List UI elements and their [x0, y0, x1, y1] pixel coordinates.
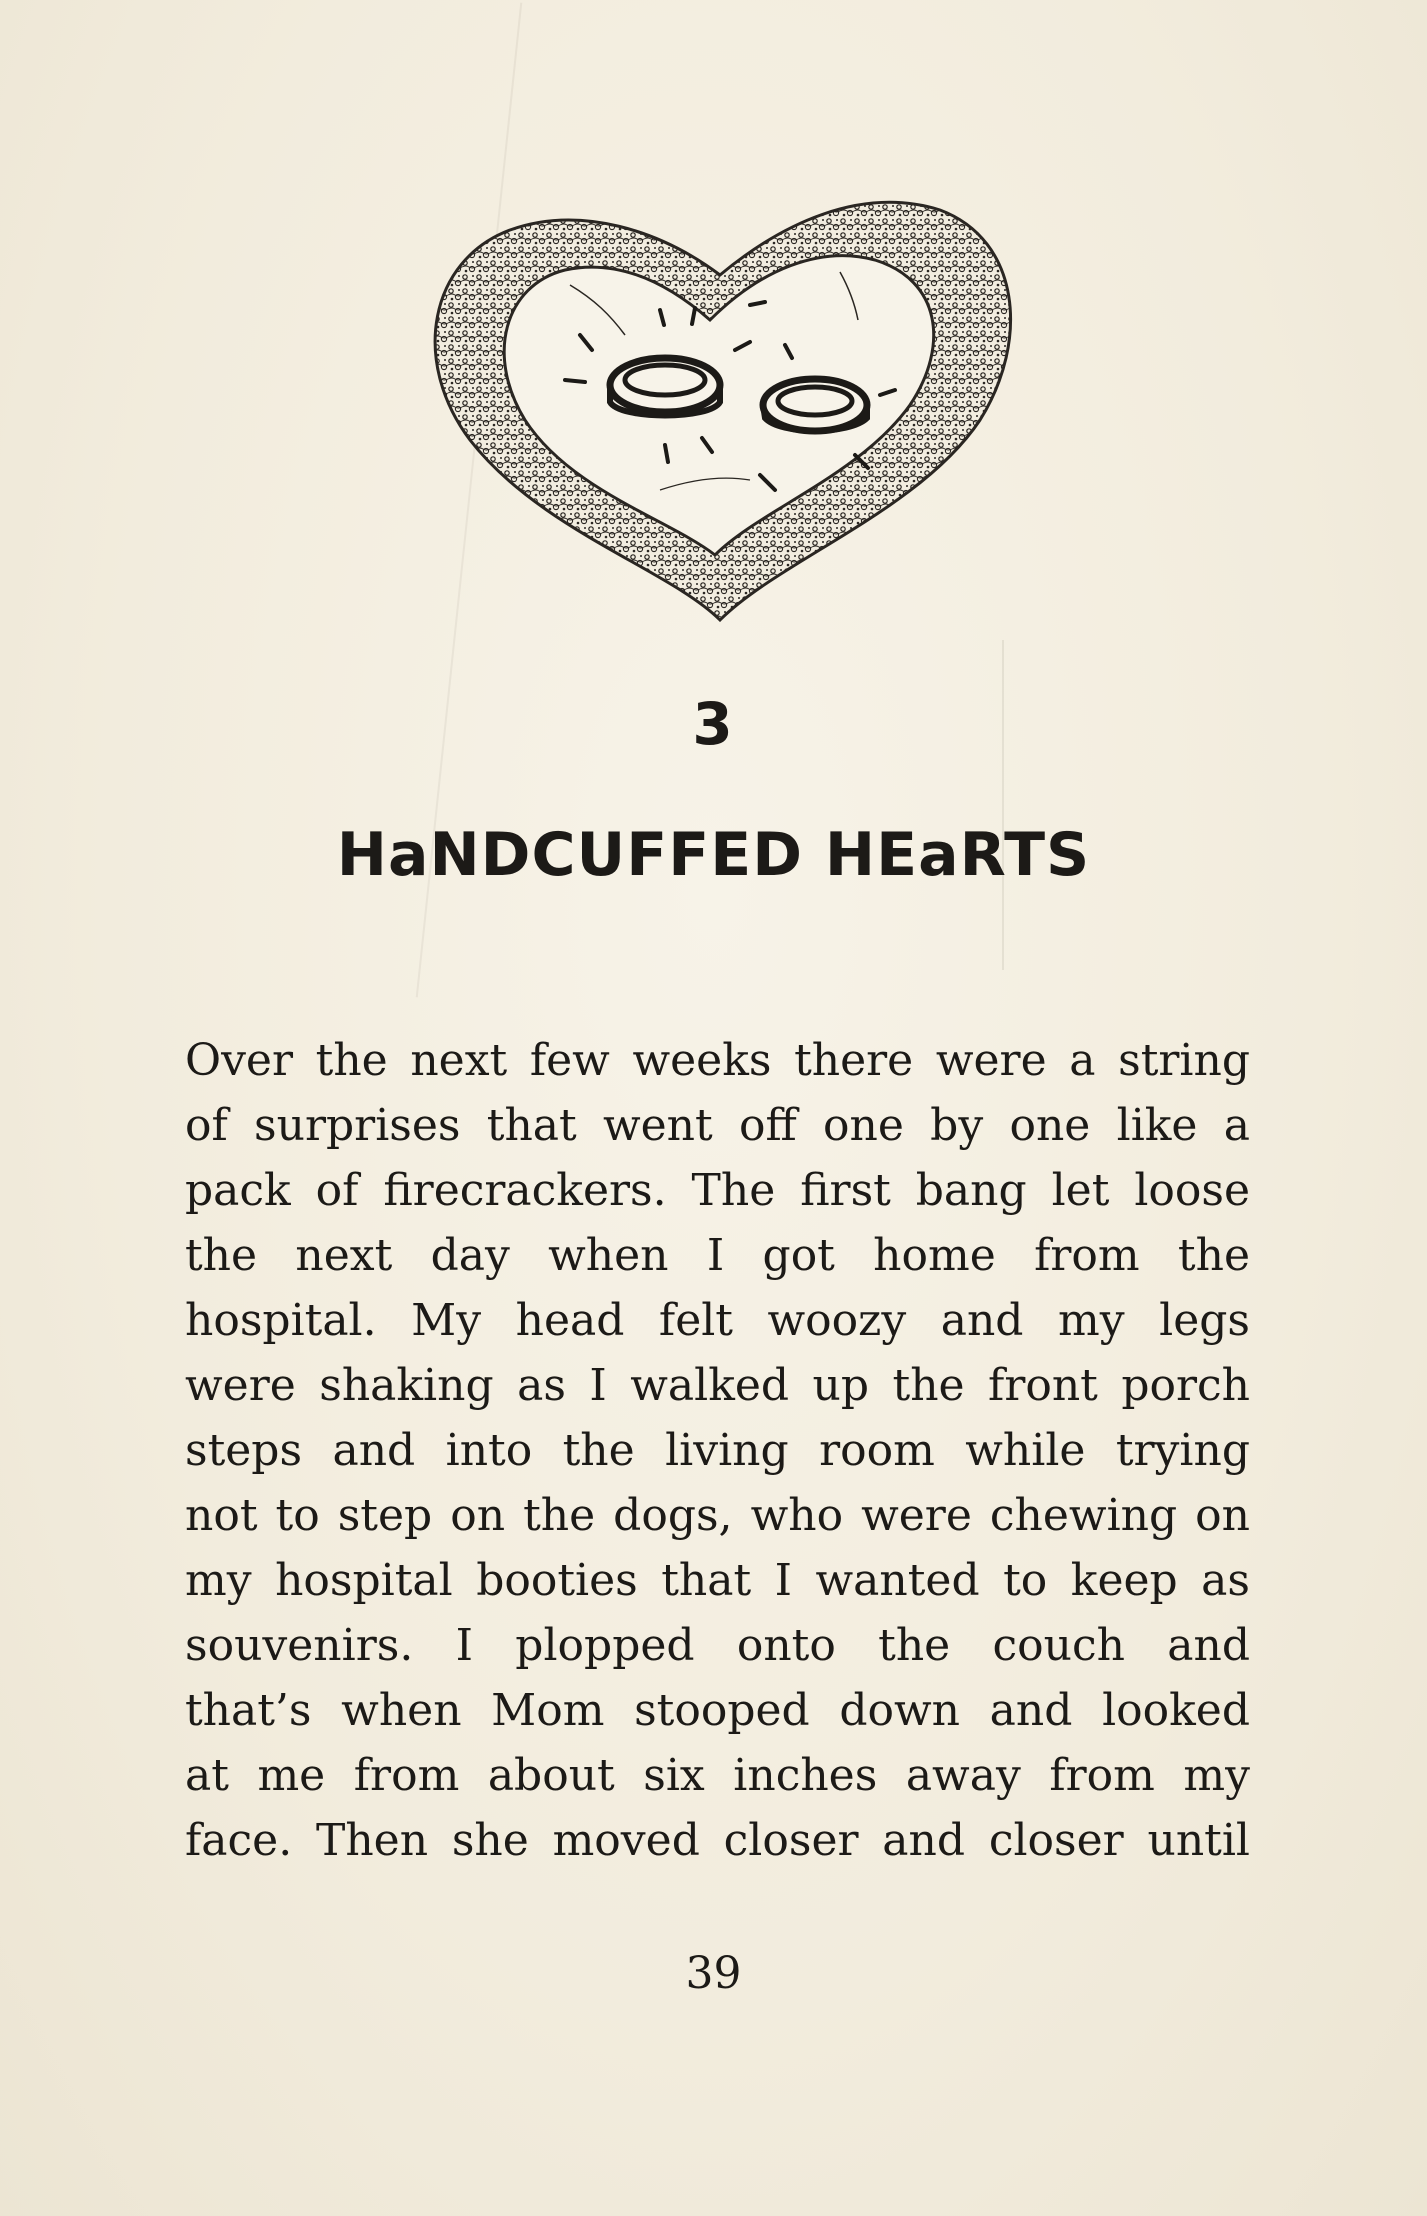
body-text [185, 1028, 1250, 1873]
text-line: my hospital booties that I wanted to keep as [185, 1555, 1250, 1606]
text-line: hospital. My head felt woozy and my legs [185, 1295, 1250, 1346]
lace-heart-with-handcuffs-icon [420, 190, 1020, 630]
text-line: not to step on the dogs, who were chewing on [185, 1490, 1250, 1541]
chapter-title: HaNDCUFFED HEaRTS [336, 820, 1091, 890]
chapter-number: 3 [692, 690, 735, 758]
page-number: 39 [685, 1948, 742, 1999]
text-line: were shaking as I walked up the front porch [185, 1360, 1250, 1411]
text-line: souvenirs. I plopped onto the couch and [185, 1620, 1250, 1671]
text-line: of surprises that went off one by one like a [185, 1100, 1250, 1151]
text-line: steps and into the living room while trying [185, 1425, 1250, 1476]
text-line: the next day when I got home from the [185, 1230, 1250, 1281]
text-line: face. Then she moved closer and closer until [185, 1815, 1250, 1866]
text-line: pack of firecrackers. The first bang let loose [185, 1165, 1250, 1216]
text-line: Over the next few weeks there were a string [185, 1035, 1250, 1086]
text-line: at me from about six inches away from my [185, 1750, 1250, 1801]
text-line: that’s when Mom stooped down and looked [185, 1685, 1250, 1736]
